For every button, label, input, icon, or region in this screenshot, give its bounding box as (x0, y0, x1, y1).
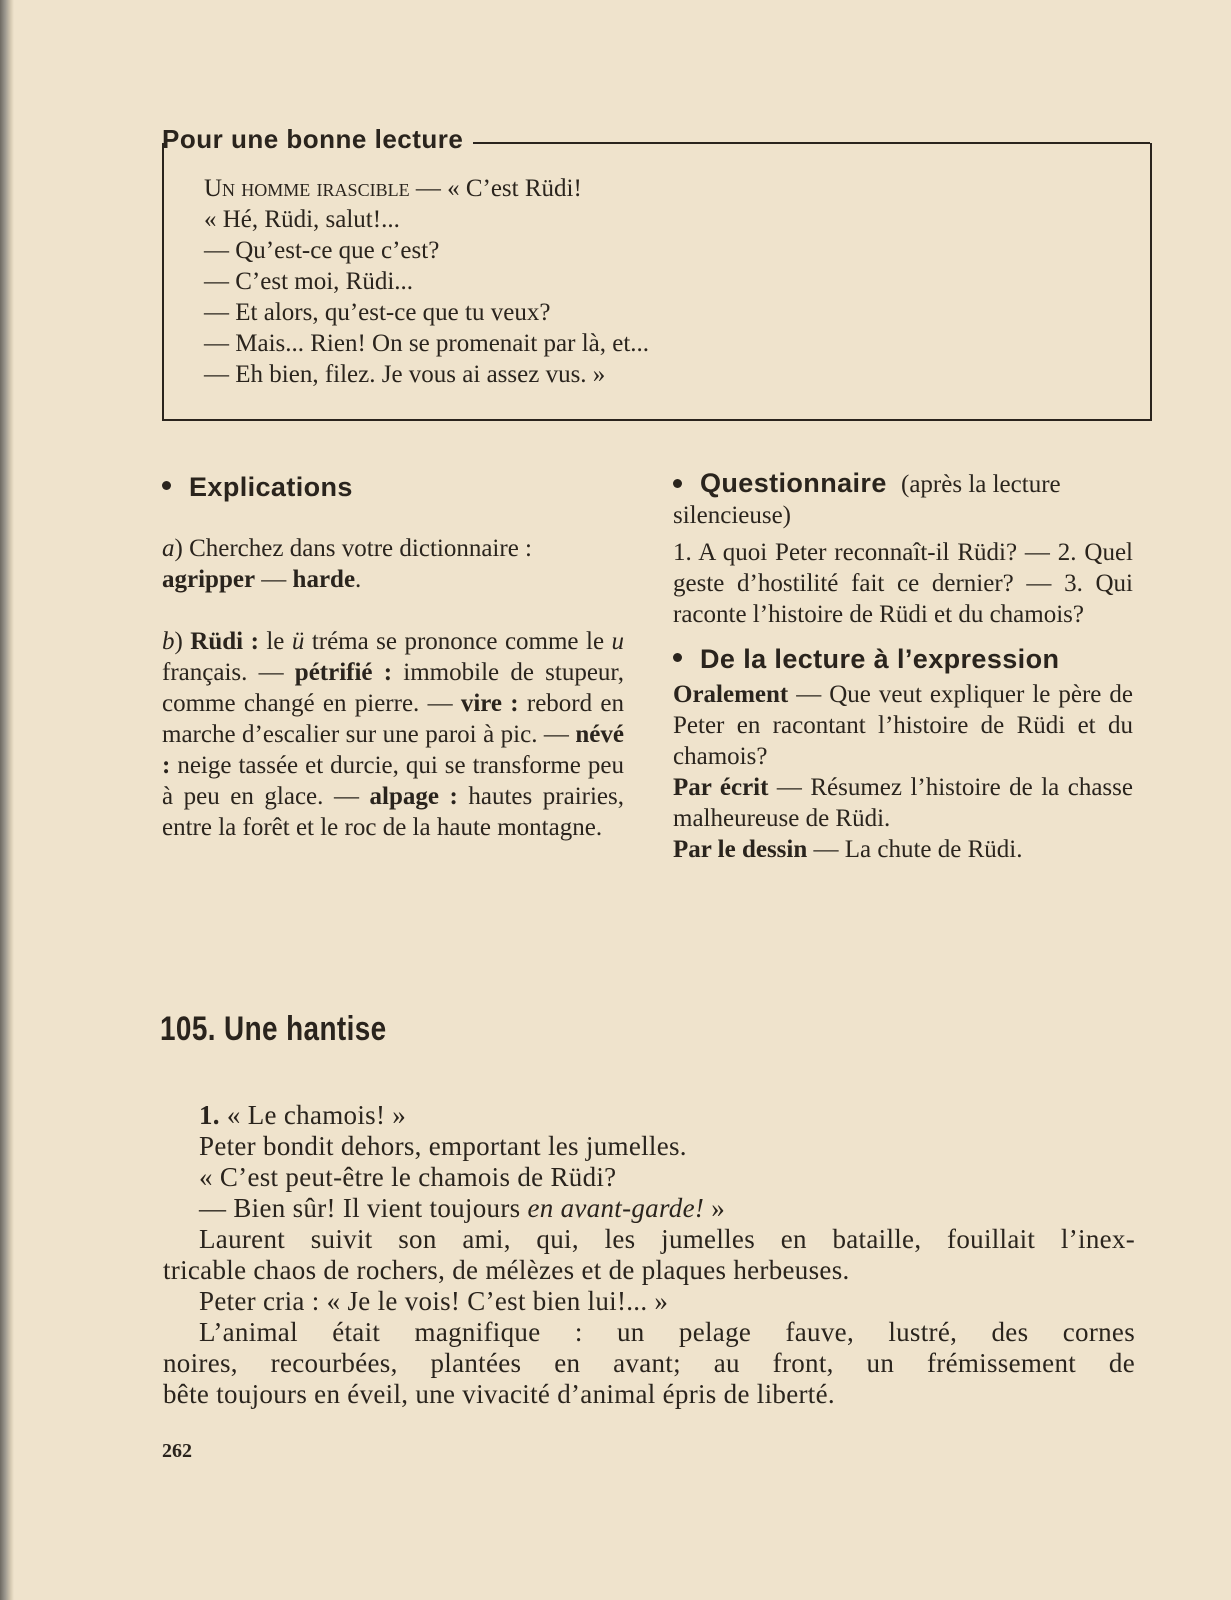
marker-a: a (162, 535, 175, 562)
dialogue-line: — Qu’est-ce que c’est? (204, 237, 440, 264)
text: le (258, 628, 292, 655)
expression-item (673, 834, 1133, 865)
dialogue-line (204, 173, 649, 204)
separator: — (255, 566, 293, 593)
subject-label: Un homme irascible (204, 175, 410, 202)
expression-label: Par le dessin (673, 836, 808, 863)
reading-box (162, 143, 1152, 421)
period: . (355, 566, 362, 593)
dialogue (204, 173, 649, 390)
text: ) (174, 628, 191, 655)
dialogue-line: — Et alors, qu’est-ce que tu veux? (204, 299, 551, 326)
dialogue-line: — C’est moi, Rüdi... (204, 268, 414, 295)
expression-text: — Résumez l’histoire de la chasse malheureuse de Rüdi. (673, 774, 1133, 832)
expression-item (673, 772, 1133, 834)
text: rebord en marche d’escalier sur une paroi à pic. — (162, 690, 624, 748)
explications-column (162, 472, 624, 843)
marker-b: b (162, 628, 175, 655)
story-title: 105. Une hantise (160, 1010, 387, 1048)
story-line: Laurent suivit son ami, qui, les jumelles en bataille, fouillait l’inex- (199, 1224, 1135, 1254)
expression-heading (673, 644, 1133, 675)
explications-heading (162, 472, 624, 503)
explication-a-text: ) Cherchez dans votre dictionnaire : (174, 535, 532, 562)
page-number: 262 (162, 1440, 192, 1462)
story-text: — Bien sûr! Il vient toujours (199, 1193, 528, 1223)
expression-text: — Que veut expliquer le père de Peter en racontant l’histoire de Rüdi et du chamois? (673, 681, 1133, 770)
story-line: L’animal était magnifique : un pelage fauve, lustré, des cornes (199, 1317, 1135, 1347)
story-text: « Le chamois! » (219, 1100, 407, 1130)
questionnaire-heading (673, 468, 1133, 531)
story-line: noires, recourbées, plantées en avant; au front, un frémissement de (163, 1348, 1135, 1378)
letter-u: u (611, 628, 624, 655)
term-harde: harde (292, 566, 356, 593)
questionnaire-subtitle: (après la lecture silencieuse) (673, 471, 1061, 529)
term-neve: névé : (162, 721, 624, 779)
dialogue-line: « Hé, Rüdi, salut!... (204, 206, 400, 233)
questionnaire-column (673, 468, 1133, 865)
letter-u-trema: ü (291, 628, 305, 655)
story-line: Peter bondit dehors, emportant les jumelles. (199, 1131, 687, 1161)
text: immobile de stupeur, comme changé en pierre. — (162, 659, 624, 717)
bullet-icon (673, 479, 682, 488)
dialogue-line: — Eh bien, filez. Je vous ai assez vus. » (204, 361, 606, 388)
term-rudi: Rüdi : (190, 628, 259, 655)
text: français. — (162, 659, 295, 686)
term-petrifie: pétrifié : (294, 659, 393, 686)
story-line (163, 1100, 1135, 1131)
story-italic: en avant-garde! (527, 1193, 705, 1223)
story-line: Peter cria : « Je le vois! C’est bien lui!... » (199, 1286, 669, 1316)
explications-title: Explications (189, 472, 353, 502)
bullet-icon (162, 481, 171, 490)
expression-label: Par écrit (673, 774, 769, 801)
questionnaire-title: Questionnaire (700, 468, 887, 498)
dialogue-text: — « C’est Rüdi! (409, 175, 582, 202)
story-text: » (704, 1193, 726, 1223)
expression-item (673, 679, 1133, 772)
explication-b (162, 626, 624, 843)
story-number: 1. (199, 1100, 220, 1130)
dialogue-line: — Mais... Rien! On se promenait par là, et... (204, 330, 650, 357)
expression-label: Oralement (673, 681, 789, 708)
term-vire: vire : (460, 690, 519, 717)
story-line: « C’est peut-être le chamois de Rüdi? (199, 1162, 617, 1192)
page-edge (0, 0, 14, 1600)
expression-title: De la lecture à l’expression (700, 644, 1060, 674)
explication-a (162, 533, 624, 595)
expression-text: — La chute de Rüdi. (807, 836, 1023, 863)
story-line: tricable chaos de rochers, de mélèzes et de plaques herbeuses. (163, 1255, 850, 1285)
questionnaire-text: 1. A quoi Peter reconnaît-il Rüdi? — 2. Quel geste d’hostilité fait ce dernier? — 3. Qui raconte l’histoire de Rüdi et du chamois? (673, 539, 1133, 628)
story-text (163, 1100, 1135, 1410)
story-line: bête toujours en éveil, une vivacité d’animal épris de liberté. (163, 1379, 835, 1409)
bullet-icon (673, 653, 682, 662)
text: neige tassée et durcie, qui se transforme peu à peu en glace. — (162, 752, 624, 810)
term-agripper: agripper (162, 566, 256, 593)
text: tréma se prononce comme le (304, 628, 612, 655)
reading-section-title: Pour une bonne lecture (162, 124, 473, 155)
text: hautes prairies, entre la forêt et le roc de la haute montagne. (162, 783, 624, 841)
term-alpage: alpage : (369, 783, 458, 810)
story-line (163, 1193, 1135, 1224)
